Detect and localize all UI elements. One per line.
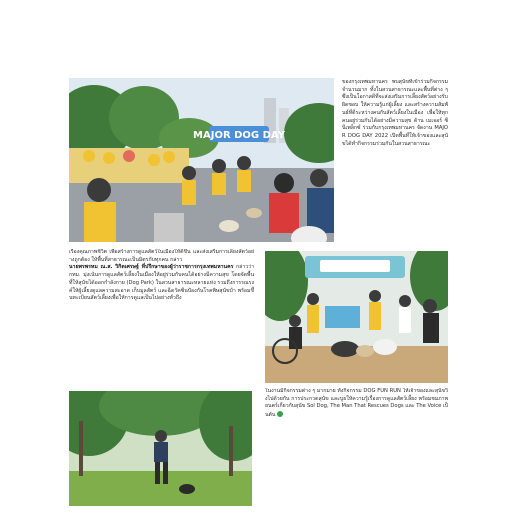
article-end-icon <box>277 411 283 417</box>
speaker-name: นายพรพรหม ณ.ส. วิกิตเศรษฐ์ ที่ปรึกษาของผู้ว่าราชการกรุงเทพมหานคร <box>69 264 234 271</box>
article-text-left-middle <box>69 249 254 383</box>
group-with-dogs-photo <box>265 251 448 383</box>
closing-text: ในงานมีกิจกรรมต่าง ๆ มากมาย ทั้งกิจกรรม DOG FUN RUN ให้เจ้าของและสุนัขวิ่งไปด้วยกัน การประกวดสุนัข และบูธให้ความรู้เรื่องการดูแลสัตว์เลี้ยง พร้อมชมภาพยนตร์เกี่ยวกับสุนัข Sol Dog, The Man That Rescues Dogs และ The Voice เป็นต้น <box>265 388 448 419</box>
article-text-right-bottom <box>265 388 448 508</box>
article-text-right-top: ของกรุงเทพมหานคร พบสุนัขที่เข้าร่วมกิจกรรมจำนวนมาก ทั้งในสวนสาธารณะและพื้นที่ต่าง ๆ ซึ่งเป็นโอกาสดีที่จะส่งเสริมการเลี้ยงสัตว์อย่างรับผิดชอบ ให้ความรู้แก่ผู้เลี้ยง และสร้างความสัมพันธ์ที่ดีระหว่างคนกับสัตว์เลี้ยงในเมือง เพื่อให้ทุกคนอยู่ร่วมกันได้อย่างมีความสุข ด้าน เมเจอร์ ซีนีเพล็กซ์ ร่วมกับกรุงเทพมหานคร จัดงาน MAJOR DOG DAY 2022 เปิดพื้นที่ให้เจ้าของและสุนัขได้ทำกิจกรรมร่วมกันในสวนสาธารณะ <box>342 79 448 147</box>
intro-text: เรื่องคุณภาพชีวิต เพื่อสร้างการดูแลสัตว์ในเมืองให้ดีขึ้น และส่งเสริมการเลี้ยงสัตว์อย่างถูกต้อง ให้พื้นที่สาธารณะเป็นมิตรกับทุกคน กล่าว <box>69 249 254 263</box>
dog-fun-run-photo <box>69 78 334 242</box>
event-sign-text: MAJOR DOG DAY <box>193 130 285 141</box>
body-text: กล่าวว่า กทม. มุ่งเน้นการดูแลสัตว์เลี้ยงในเมืองให้อยู่ร่วมกับคนได้อย่างมีความสุข โดยจัดพื้นที่ให้สุนัขได้ออกกำลังกาย (Dog Park) ในสวนสาธารณะหลายแห่ง รวมถึงการรณรงค์ให้ผู้เลี้ยงดูแลความสะอาด เก็บมูลสัตว์ และฉีดวัคซีนป้องกันโรคพิษสุนัขบ้า พร้อมขึ้นทะเบียนสัตว์เลี้ยงเพื่อให้การดูแลเป็นไปอย่างทั่วถึง <box>69 264 254 302</box>
man-walking-dog-photo <box>69 391 252 506</box>
